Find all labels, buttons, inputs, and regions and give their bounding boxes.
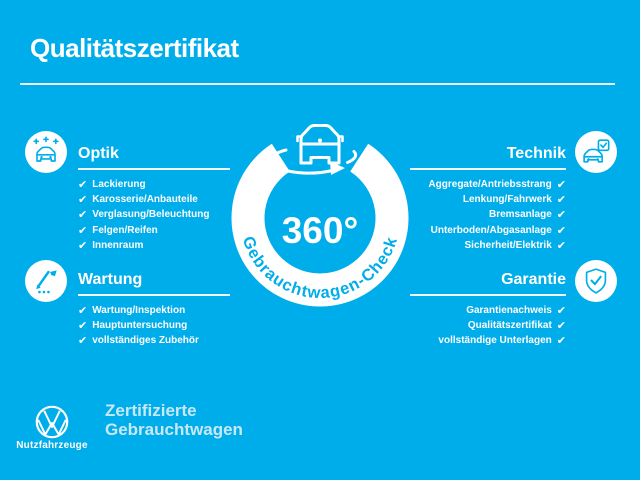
checklist-item-label: Hauptuntersuchung: [92, 320, 188, 332]
program-label: [105, 401, 243, 439]
checklist-item-label: Aggregate/Antriebsstrang: [428, 179, 552, 191]
checklist-item-label: vollständige Unterlagen: [438, 335, 552, 347]
section-wartung-title: Wartung: [78, 271, 143, 288]
checklist-item-label: Innenraum: [92, 239, 144, 251]
vw-logo: [30, 400, 74, 444]
check-icon: ✔: [556, 208, 566, 222]
brand-label: Nutzfahrzeuge: [16, 440, 88, 451]
check-icon: ✔: [556, 334, 566, 348]
page-title: Qualitätszertifikat: [30, 33, 239, 63]
check-icon: ✔: [78, 319, 88, 333]
check-icon: ✔: [556, 319, 566, 333]
section-technik-title: Technik: [506, 145, 566, 162]
section-optik-title: Optik: [78, 145, 119, 162]
check-icon: ✔: [78, 208, 88, 222]
check-icon: ✔: [78, 304, 88, 318]
checklist-item-label: Wartung/Inspektion: [92, 305, 186, 317]
check-icon: ✔: [78, 178, 88, 192]
check-icon: ✔: [78, 334, 88, 348]
check-icon: ✔: [556, 223, 566, 237]
checklist-item-label: Verglasung/Beleuchtung: [92, 209, 210, 221]
checklist-item-label: Garantienachweis: [466, 305, 552, 317]
checklist-item-label: Lenkung/Fahrwerk: [462, 194, 552, 206]
check-icon: ✔: [556, 238, 566, 252]
checklist-item-label: Unterboden/Abgasanlage: [430, 224, 552, 236]
ring-curved-label: Gebrauchtwagen-Check: [238, 234, 402, 303]
checklist-item-label: Lackierung: [92, 179, 146, 191]
program-line-2: Gebrauchtwagen: [105, 420, 243, 439]
check-icon: ✔: [78, 193, 88, 207]
check-icon: ✔: [78, 238, 88, 252]
check-icon: ✔: [556, 178, 566, 192]
check-icon: ✔: [556, 193, 566, 207]
checklist-item-label: Sicherheit/Elektrik: [464, 239, 552, 251]
check-icon: ✔: [78, 223, 88, 237]
check-icon: ✔: [556, 304, 566, 318]
van-mirror-dot: [318, 139, 322, 143]
degrees-label: 360°: [281, 210, 359, 251]
checklist-item-label: Qualitätszertifikat: [467, 320, 552, 332]
section-garantie-title: Garantie: [501, 271, 566, 288]
checklist-item-label: Karosserie/Anbauteile: [92, 194, 198, 206]
checklist-item-label: Felgen/Reifen: [92, 224, 158, 236]
checklist-item-label: Bremsanlage: [488, 209, 552, 221]
checklist-item-label: vollständiges Zubehör: [92, 335, 199, 347]
program-line-1: Zertifizierte: [105, 401, 197, 420]
